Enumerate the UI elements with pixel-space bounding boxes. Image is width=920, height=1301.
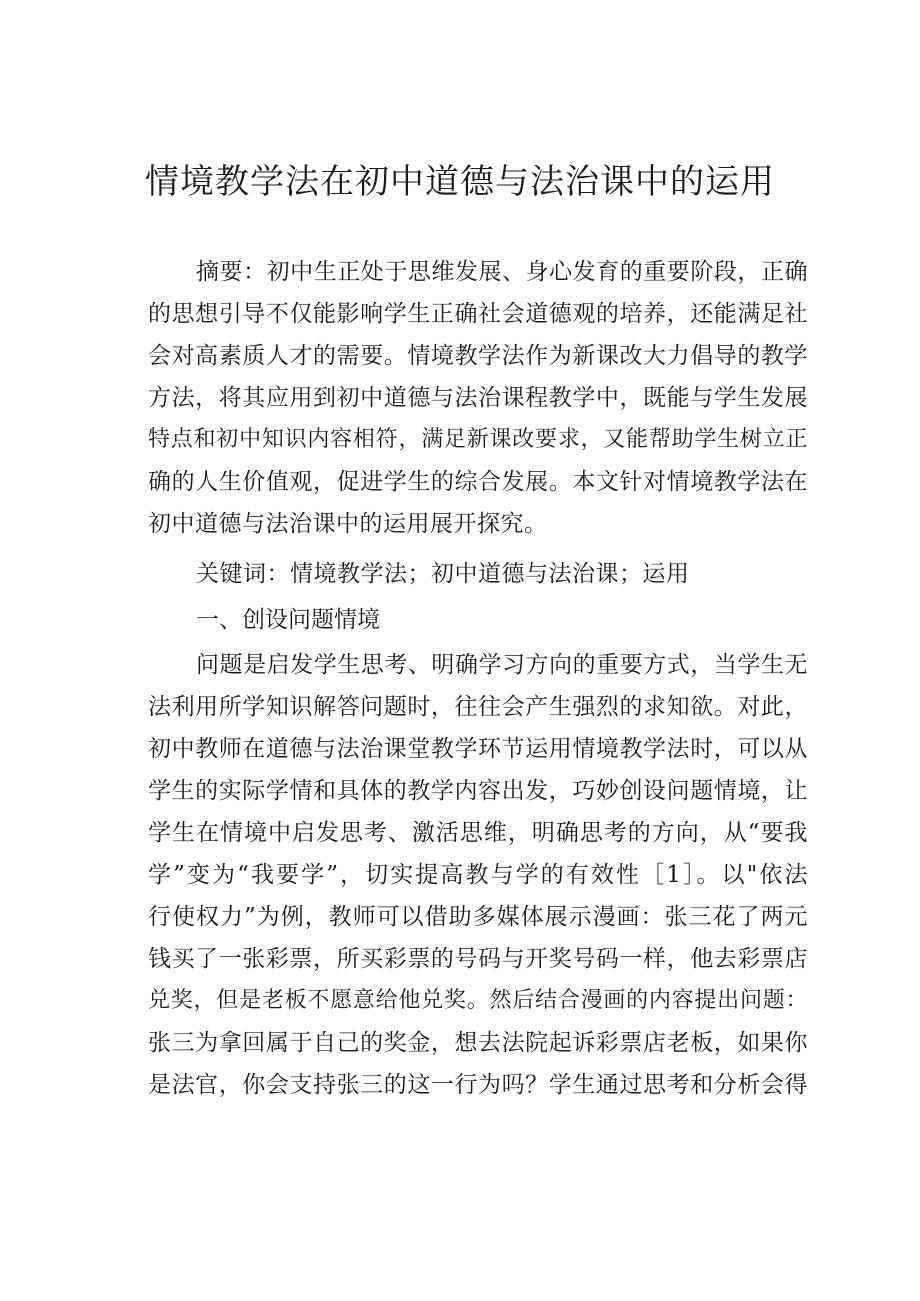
abstract-line: 初中道德与法治课中的运用展开探究。 xyxy=(148,511,548,537)
body-line: 学生在情境中启发思考、激活思维，明确思考的方向，从“要我 xyxy=(148,820,808,846)
abstract-line: 确的人生价值观，促进学生的综合发展。本文针对情境教学法在 xyxy=(148,469,808,495)
body-line: 张三为拿回属于自己的奖金，想去法院起诉彩票店老板，如果你 xyxy=(148,1030,808,1056)
paper-title: 情境教学法在初中道德与法治课中的运用 xyxy=(145,162,775,202)
abstract-line: 的思想引导不仅能影响学生正确社会道德观的培养，还能满足社 xyxy=(148,301,808,327)
abstract-line: 方法，将其应用到初中道德与法治课程教学中，既能与学生发展 xyxy=(148,385,808,411)
abstract-line: 摘要：初中生正处于思维发展、身心发育的重要阶段，正确 xyxy=(196,259,808,285)
keywords-line: 关键词：情境教学法；初中道德与法治课；运用 xyxy=(196,561,690,587)
body-line: 钱买了一张彩票，所买彩票的号码与开奖号码一样，他去彩票店 xyxy=(148,946,808,972)
body-line: 初中教师在道德与法治课堂教学环节运用情境教学法时，可以从 xyxy=(148,736,808,762)
section-heading: 一、创设问题情境 xyxy=(196,607,380,633)
body-line: 行使权力”为例，教师可以借助多媒体展示漫画：张三花了两元 xyxy=(148,904,808,930)
abstract-line: 会对高素质人才的需要。情境教学法作为新课改大力倡导的教学 xyxy=(148,343,808,369)
abstract-line: 特点和初中知识内容相符，满足新课改要求，又能帮助学生树立正 xyxy=(148,427,808,452)
body-line: 法利用所学知识解答问题时，往往会产生强烈的求知欲。对此， xyxy=(148,694,808,720)
body-line: 学”变为“我要学”，切实提高教与学的有效性［1］。以"依法 xyxy=(148,862,808,888)
body-line: 问题是启发学生思考、明确学习方向的重要方式，当学生无 xyxy=(196,652,808,678)
body-line: 兑奖，但是老板不愿意给他兑奖。然后结合漫画的内容提出问题： xyxy=(148,988,808,1013)
body-line: 学生的实际学情和具体的教学内容出发，巧妙创设问题情境，让 xyxy=(148,778,808,804)
body-line: 是法官，你会支持张三的这一行为吗？学生通过思考和分析会得 xyxy=(148,1072,808,1098)
